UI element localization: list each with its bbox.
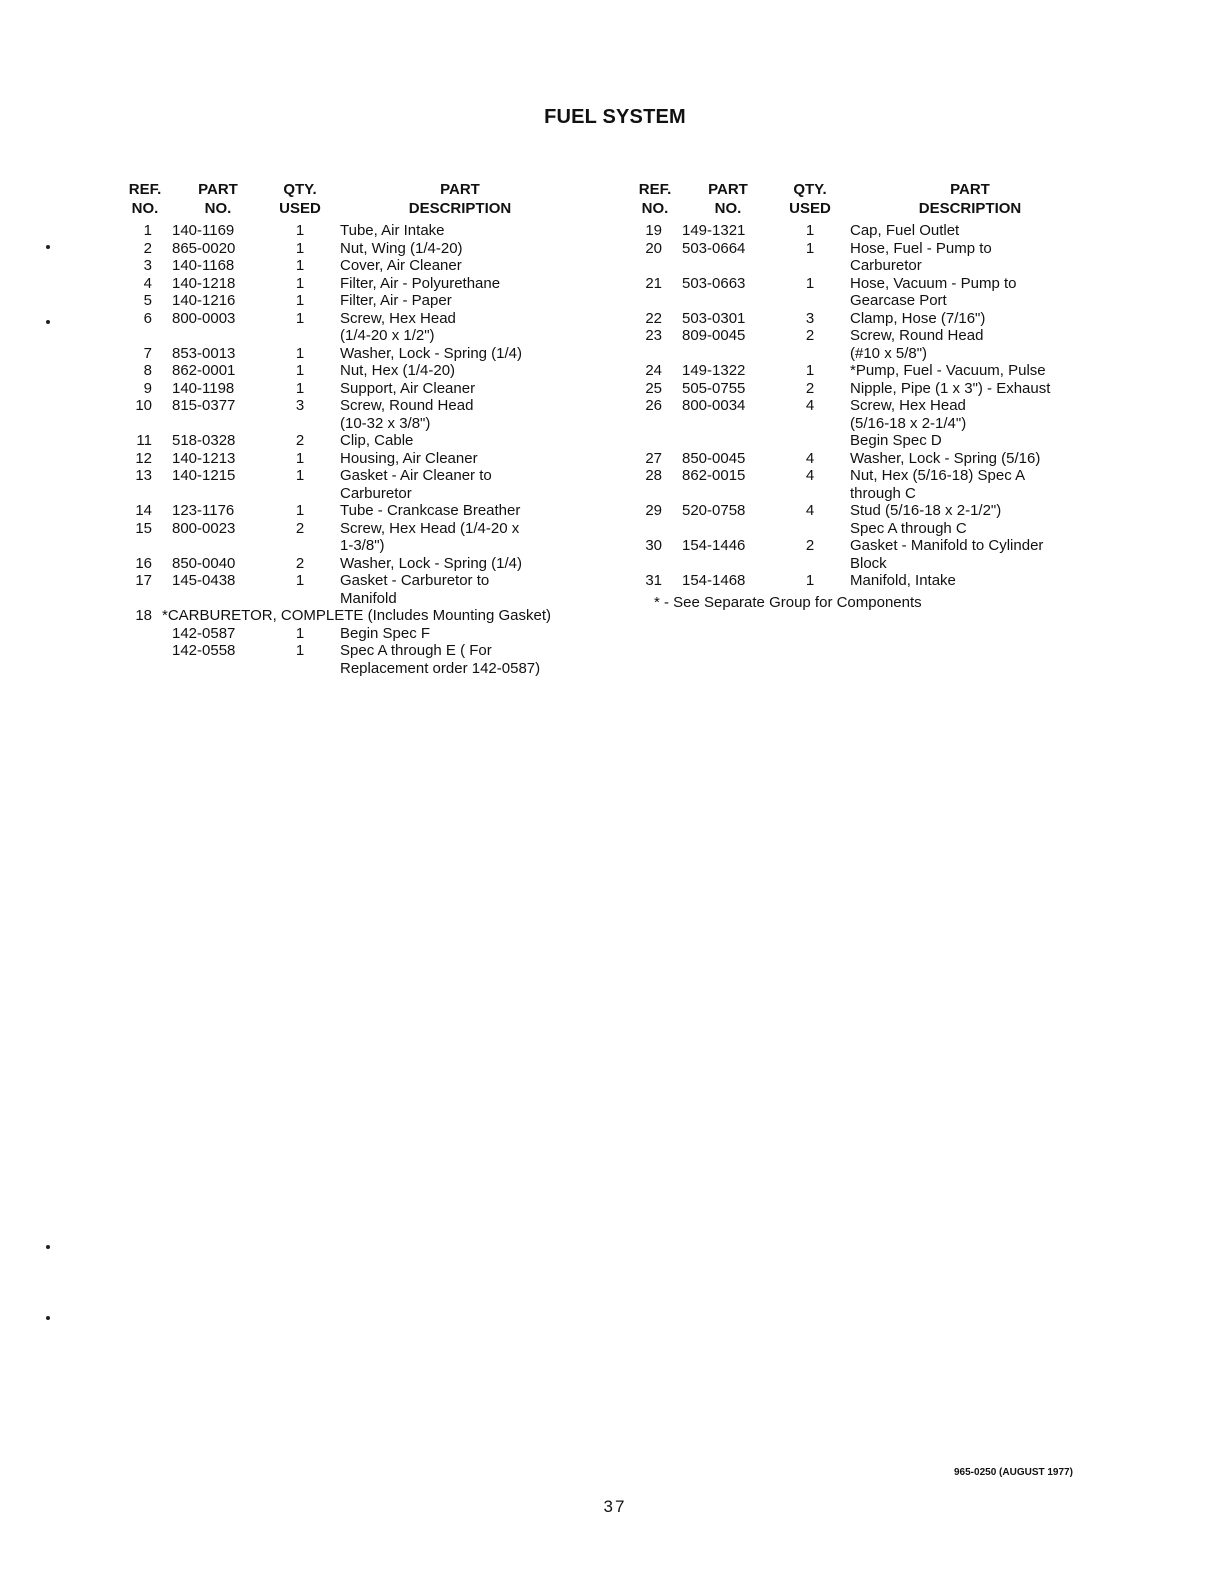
part-no: 154-1446 <box>682 537 746 554</box>
part-description: Begin Spec F <box>340 624 431 642</box>
qty-used: 1 <box>295 624 305 642</box>
table-row <box>120 555 590 573</box>
header-part-description: PART DESCRIPTION <box>408 181 512 217</box>
part-description: Nut, Wing (1/4-20) <box>340 239 463 257</box>
part-no: 503-0663 <box>682 274 746 292</box>
ref-no: 26 <box>645 397 662 414</box>
part-no: 145-0438 <box>172 572 236 589</box>
table-row <box>120 275 590 293</box>
ref-no: 27 <box>645 449 662 467</box>
part-description: Filter, Air - Polyurethane <box>340 274 501 292</box>
right-rows <box>630 222 1090 590</box>
part-description: Gasket - Manifold to Cylinder Block <box>850 537 1044 572</box>
qty-used: 4 <box>805 502 815 519</box>
table-row <box>120 310 590 345</box>
part-no: 140-1218 <box>172 274 236 292</box>
qty-used: 1 <box>295 274 305 292</box>
qty-used: 1 <box>295 642 305 659</box>
part-no: 862-0015 <box>682 467 746 484</box>
part-description: Support, Air Cleaner <box>340 379 476 397</box>
qty-used: 1 <box>805 362 815 379</box>
parts-table-right <box>630 180 1090 612</box>
header-part-description: PART DESCRIPTION <box>918 181 1022 217</box>
table-row <box>630 537 1090 572</box>
part-no: 140-1169 <box>172 222 235 239</box>
part-description: Gasket - Carburetor to Manifold <box>340 572 490 607</box>
scan-speck <box>46 245 50 249</box>
table-row <box>120 502 590 520</box>
qty-used: 1 <box>295 309 305 327</box>
header-qty-used: QTY. USED <box>279 181 321 217</box>
table-row <box>630 450 1090 468</box>
table-row <box>120 380 590 398</box>
table-row <box>630 362 1090 380</box>
ref-no: 5 <box>143 292 152 309</box>
part-no: 800-0023 <box>172 519 236 537</box>
table-row <box>120 240 590 258</box>
ref-no: 23 <box>645 327 662 344</box>
qty-used: 2 <box>805 537 815 554</box>
part-description: Hose, Vacuum - Pump to Gearcase Port <box>850 274 1017 309</box>
ref-no: 12 <box>135 449 152 467</box>
part-no: 862-0001 <box>172 362 236 379</box>
qty-used: 1 <box>805 239 815 257</box>
left-rows <box>120 222 590 607</box>
table-row <box>630 467 1090 502</box>
part-no: 503-0301 <box>682 309 746 327</box>
part-description: Tube - Crankcase Breather <box>340 502 521 519</box>
table-row <box>630 240 1090 275</box>
part-no: 503-0664 <box>682 239 746 257</box>
table-row <box>120 625 590 643</box>
qty-used: 1 <box>295 502 305 519</box>
ref-no: 29 <box>645 502 662 519</box>
part-no: 850-0045 <box>682 449 746 467</box>
carburetor-entry <box>120 607 590 625</box>
ref-no: 31 <box>645 572 662 589</box>
ref-no: 3 <box>143 257 152 274</box>
header-qty-used: QTY. USED <box>789 181 831 217</box>
table-row <box>630 222 1090 240</box>
qty-used: 1 <box>295 362 305 379</box>
ref-no: 14 <box>135 502 152 519</box>
part-no: 149-1321 <box>682 222 746 239</box>
table-row <box>630 310 1090 328</box>
page-title: FUEL SYSTEM <box>544 106 686 128</box>
qty-used: 1 <box>295 467 305 484</box>
ref-no: 30 <box>645 537 662 554</box>
table-row <box>630 572 1090 590</box>
qty-used: 2 <box>295 554 305 572</box>
ref-no: 28 <box>645 467 662 484</box>
part-description: Screw, Round Head (#10 x 5/8") <box>850 327 984 362</box>
part-no: 140-1168 <box>172 257 235 274</box>
part-no: 518-0328 <box>172 432 236 449</box>
part-description: Washer, Lock - Spring (1/4) <box>340 344 523 362</box>
part-no: 140-1198 <box>172 379 235 397</box>
part-no: 149-1322 <box>682 362 746 379</box>
part-description: Screw, Hex Head (1/4-20 x 1/2") <box>340 309 456 344</box>
ref-no: 8 <box>143 362 152 379</box>
ref-no: 2 <box>143 239 152 257</box>
table-row <box>120 520 590 555</box>
part-description: Nipple, Pipe (1 x 3") - Exhaust <box>850 379 1051 397</box>
part-no: 809-0045 <box>682 327 746 344</box>
part-description: Spec A through E ( For Replacement order 142-0587) <box>340 642 541 677</box>
part-description: Stud (5/16-18 x 2-1/2") Spec A through C <box>850 502 1002 537</box>
qty-used: 4 <box>805 449 815 467</box>
part-no: 853-0013 <box>172 344 236 362</box>
table-row <box>120 467 590 502</box>
table-row <box>120 572 590 607</box>
qty-used: 4 <box>805 397 815 414</box>
part-no: 154-1468 <box>682 572 746 589</box>
qty-used: 1 <box>295 257 305 274</box>
part-description: Nut, Hex (1/4-20) <box>340 362 456 379</box>
ref-no: 21 <box>645 274 662 292</box>
part-description: Hose, Fuel - Pump to Carburetor <box>850 239 992 274</box>
page-number: 37 <box>603 1497 627 1516</box>
ref-no: 22 <box>645 309 662 327</box>
part-no: 140-1216 <box>172 292 236 309</box>
part-description: Tube, Air Intake <box>340 222 445 239</box>
qty-used: 1 <box>805 274 815 292</box>
ref-no: 6 <box>143 309 152 327</box>
part-no: 123-1176 <box>172 502 235 519</box>
qty-used: 2 <box>295 432 305 449</box>
part-no: 140-1213 <box>172 449 236 467</box>
table-row <box>120 642 590 677</box>
document-code: 965-0250 (AUGUST 1977) <box>954 1467 1073 1478</box>
part-no: 140-1215 <box>172 467 236 484</box>
parts-table-left <box>120 180 590 677</box>
carburetor-title: *CARBURETOR, COMPLETE (Includes Mounting Gasket) <box>162 607 552 624</box>
qty-used: 1 <box>295 344 305 362</box>
ref-no: 13 <box>135 467 152 484</box>
qty-used: 1 <box>295 379 305 397</box>
qty-used: 1 <box>295 572 305 589</box>
part-no: 865-0020 <box>172 239 236 257</box>
table-row <box>120 362 590 380</box>
part-description: Clip, Cable <box>340 432 414 449</box>
ref-no: 11 <box>136 432 152 449</box>
ref-no: 1 <box>143 222 152 239</box>
part-description: Cap, Fuel Outlet <box>850 222 960 239</box>
header-part-no: PART NO. <box>198 181 238 217</box>
ref-no: 4 <box>143 274 152 292</box>
scan-speck <box>46 1245 50 1249</box>
qty-used: 1 <box>805 572 815 589</box>
ref-no: 17 <box>135 572 152 589</box>
ref-no: 19 <box>645 222 662 239</box>
table-header <box>120 180 590 222</box>
part-description: Gasket - Air Cleaner to Carburetor <box>340 467 492 502</box>
part-description: Manifold, Intake <box>850 572 956 589</box>
table-row <box>630 327 1090 362</box>
ref-no: 15 <box>135 519 152 537</box>
part-description: Washer, Lock - Spring (1/4) <box>340 554 523 572</box>
qty-used: 1 <box>295 292 305 309</box>
qty-used: 2 <box>805 327 815 344</box>
ref-no: 24 <box>645 362 662 379</box>
part-description: Screw, Round Head (10-32 x 3/8") <box>340 397 474 432</box>
part-no: 520-0758 <box>682 502 746 519</box>
scan-speck <box>46 1316 50 1320</box>
table-row <box>120 222 590 240</box>
part-no: 505-0755 <box>682 379 746 397</box>
carburetor-sub-rows <box>120 625 590 678</box>
qty-used: 2 <box>295 519 305 537</box>
ref-no: 10 <box>135 397 152 414</box>
part-no: 142-0587 <box>172 624 236 642</box>
part-description: Filter, Air - Paper <box>340 292 452 309</box>
header-part-no: PART NO. <box>708 181 748 217</box>
ref-no: 18 <box>135 607 152 624</box>
qty-used: 3 <box>295 397 305 414</box>
qty-used: 1 <box>805 222 815 239</box>
part-description: Cover, Air Cleaner <box>340 257 462 274</box>
table-row <box>120 345 590 363</box>
table-row <box>630 397 1090 450</box>
table-row <box>120 257 590 275</box>
table-row <box>120 292 590 310</box>
part-description: Screw, Hex Head (5/16-18 x 2-1/4") Begin Spec D <box>850 397 967 449</box>
ref-no: 16 <box>135 554 152 572</box>
part-description: Housing, Air Cleaner <box>340 449 478 467</box>
part-no: 800-0003 <box>172 309 236 327</box>
table-row <box>630 502 1090 537</box>
ref-no: 25 <box>645 379 662 397</box>
table-row <box>120 397 590 432</box>
ref-no: 20 <box>645 239 662 257</box>
header-ref-no: REF. NO. <box>638 181 672 217</box>
header-ref-no: REF. NO. <box>128 181 162 217</box>
table-header <box>630 180 1090 222</box>
part-no: 142-0558 <box>172 642 236 659</box>
qty-used: 4 <box>805 467 815 484</box>
qty-used: 2 <box>805 379 815 397</box>
qty-used: 3 <box>805 309 815 327</box>
table-row <box>630 380 1090 398</box>
qty-used: 1 <box>295 222 305 239</box>
part-description: *Pump, Fuel - Vacuum, Pulse <box>850 362 1046 379</box>
qty-used: 1 <box>295 449 305 467</box>
ref-no: 7 <box>143 344 152 362</box>
ref-no: 9 <box>143 379 152 397</box>
qty-used: 1 <box>295 239 305 257</box>
part-no: 850-0040 <box>172 554 236 572</box>
part-description: Clamp, Hose (7/16") <box>850 309 986 327</box>
part-no: 815-0377 <box>172 397 236 414</box>
scan-speck <box>46 320 50 324</box>
part-description: Screw, Hex Head (1/4-20 x 1-3/8") <box>340 519 520 554</box>
footnote: * - See Separate Group for Components <box>654 593 922 611</box>
table-row <box>630 275 1090 310</box>
part-description: Washer, Lock - Spring (5/16) <box>850 449 1041 467</box>
part-description: Nut, Hex (5/16-18) Spec A through C <box>850 467 1026 502</box>
part-no: 800-0034 <box>682 397 746 414</box>
table-row <box>120 450 590 468</box>
table-row <box>120 432 590 450</box>
